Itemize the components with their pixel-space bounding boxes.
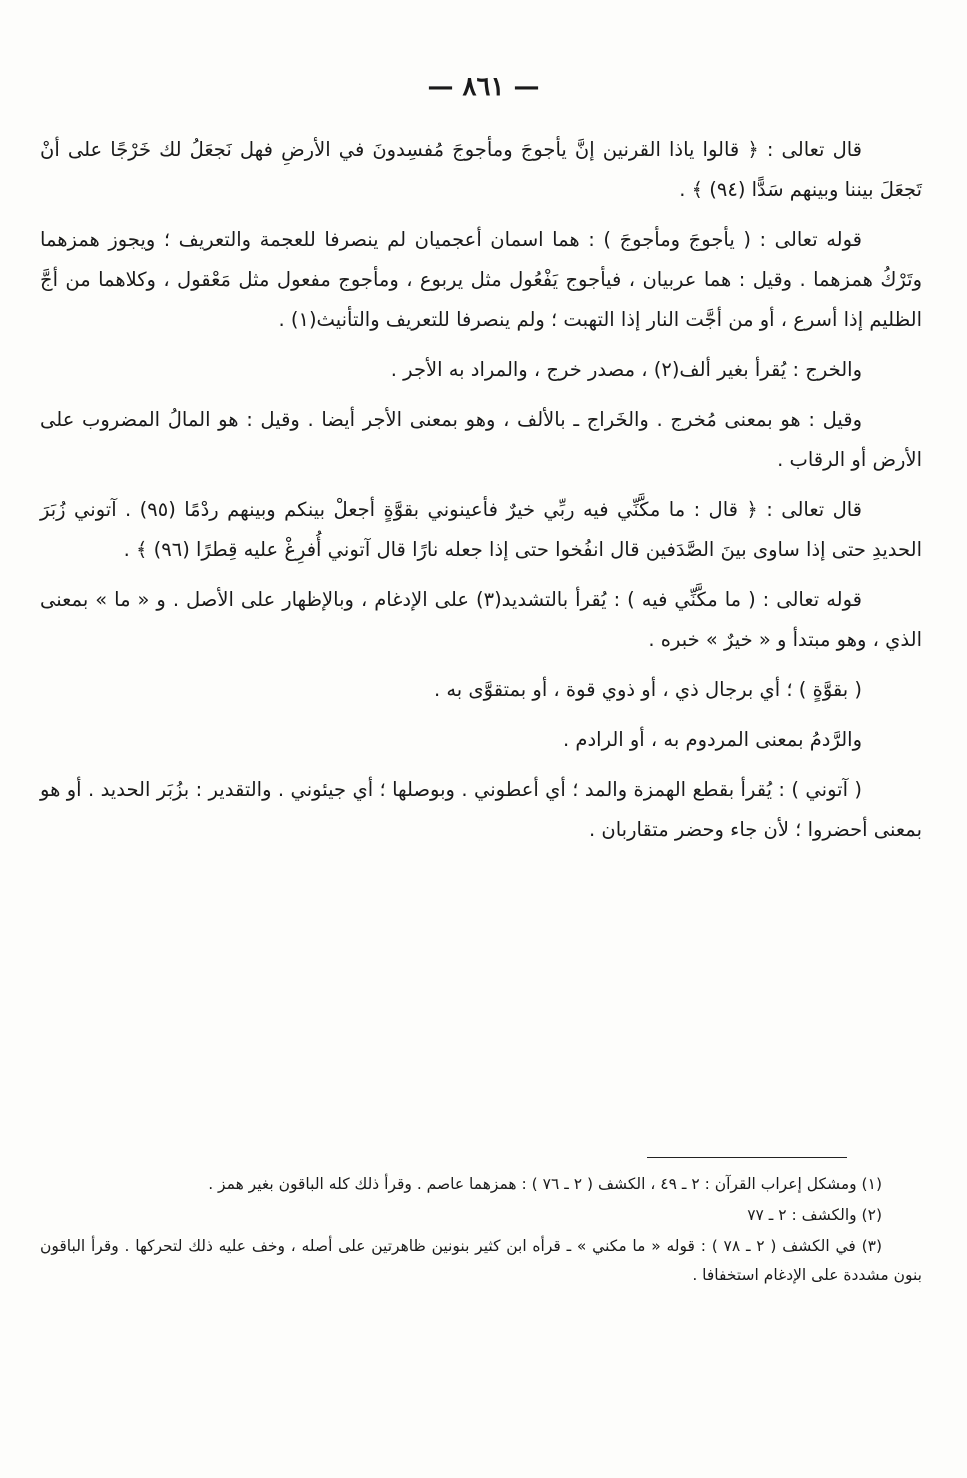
footnotes bbox=[40, 1170, 922, 1292]
footnote-2: (٢) والكشف : ٢ ـ ٧٧ bbox=[747, 1206, 882, 1224]
main-text bbox=[40, 130, 922, 860]
commentary-kharj: والخرج : يُقرأ بغير ألف(٢) ، مصدر خرج ، والمراد به الأجر . bbox=[390, 358, 862, 381]
footnote-1: (١) ومشكل إعراب القرآن : ٢ ـ ٤٩ ، الكشف ( ٢ ـ ٧٦ ) : همزهما عاصم . وقرأ ذلك كله الباقون بغير همز . bbox=[208, 1175, 882, 1193]
commentary-yajuj-majuj: قوله تعالى : ( يأجوجَ ومأجوجَ ) : هما اسمان أعجميان لم ينصرفا للعجمة والتعريف ؛ ويجوز همزهما وتَرْكُ همزهما . وقيل : هما عربيان ، فيأجوج يَفْعُول مثل يربوع ، ومأجوج مفعول مثل مَعْقول ، وكلاهما من أجَّ الظليم إذا أسرع ، أو من أجَّت النار إذا التهبت ؛ ولم ينصرفا للتعريف والتأنيث(١) . bbox=[40, 228, 922, 331]
page-number: — ٨٦١ — bbox=[427, 72, 540, 102]
commentary-atuni: ( آتوني ) : يُقرأ بقطع الهمزة والمد ؛ أي أعطوني . وبوصلها ؛ أي جيئوني . والتقدير : بزُبَر الحديد . أو هو بمعنى أحضروا ؛ لأن جاء وحضر متقاربان . bbox=[40, 778, 922, 841]
verse-94-paragraph: قال تعالى : ﴿ قالوا ياذا القرنين إنَّ يأجوجَ ومأجوجَ مُفسِدونَ في الأرضِ فهل نَجعَلُ لك خَرْجًا على أنْ تَجعَلَ بيننا وبينهم سَدًّا (٩٤) ﴾ . bbox=[40, 138, 922, 201]
commentary-ma-makkanni: قوله تعالى : ( ما مكَّنِّي فيه ) : يُقرأ بالتشديد(٣) على الإدغام ، وبالإظهار على الأصل . و « ما » بمعنى الذي ، وهو مبتدأ و « خيرٌ » خبره . bbox=[40, 588, 922, 651]
commentary-radm: والرَّدمُ بمعنى المردوم به ، أو الرادم . bbox=[563, 728, 862, 751]
commentary-biquwwa: ( بقوَّةٍ ) ؛ أي برجال ذي ، أو ذوي قوة ، أو بمتقوَّى به . bbox=[433, 678, 862, 701]
commentary-kharaj: وقيل : هو بمعنى مُخرج . والخَراج ـ بالألف ، وهو بمعنى الأجر أيضا . وقيل : هو المالُ المضروب على الأرض أو الرقاب . bbox=[40, 408, 922, 471]
verse-95-96-paragraph: قال تعالى : ﴿ قال : ما مكَّنِّي فيه ربِّي خيرٌ فأعينوني بقوَّةٍ أجعلْ بينكم وبينهم ردْمًا (٩٥) . آتوني زُبَرَ الحديدِ حتى إذا ساوى بينَ الصَّدَفين قال انفُخوا حتى إذا جعله نارًا قال آتوني أُفرِغْ عليه قِطرًا (٩٦) ﴾ . bbox=[40, 498, 922, 561]
footnote-divider bbox=[647, 1157, 847, 1158]
footnote-3: (٣) في الكشف ( ٢ ـ ٧٨ ) : قوله « ما مكني » ـ قرأه ابن كثير بنونين ظاهرتين على أصله ، وخف عليه ذلك لتحركها . وقرأ الباقون بنون مشددة على الإدغام استخفافا . bbox=[40, 1237, 922, 1284]
